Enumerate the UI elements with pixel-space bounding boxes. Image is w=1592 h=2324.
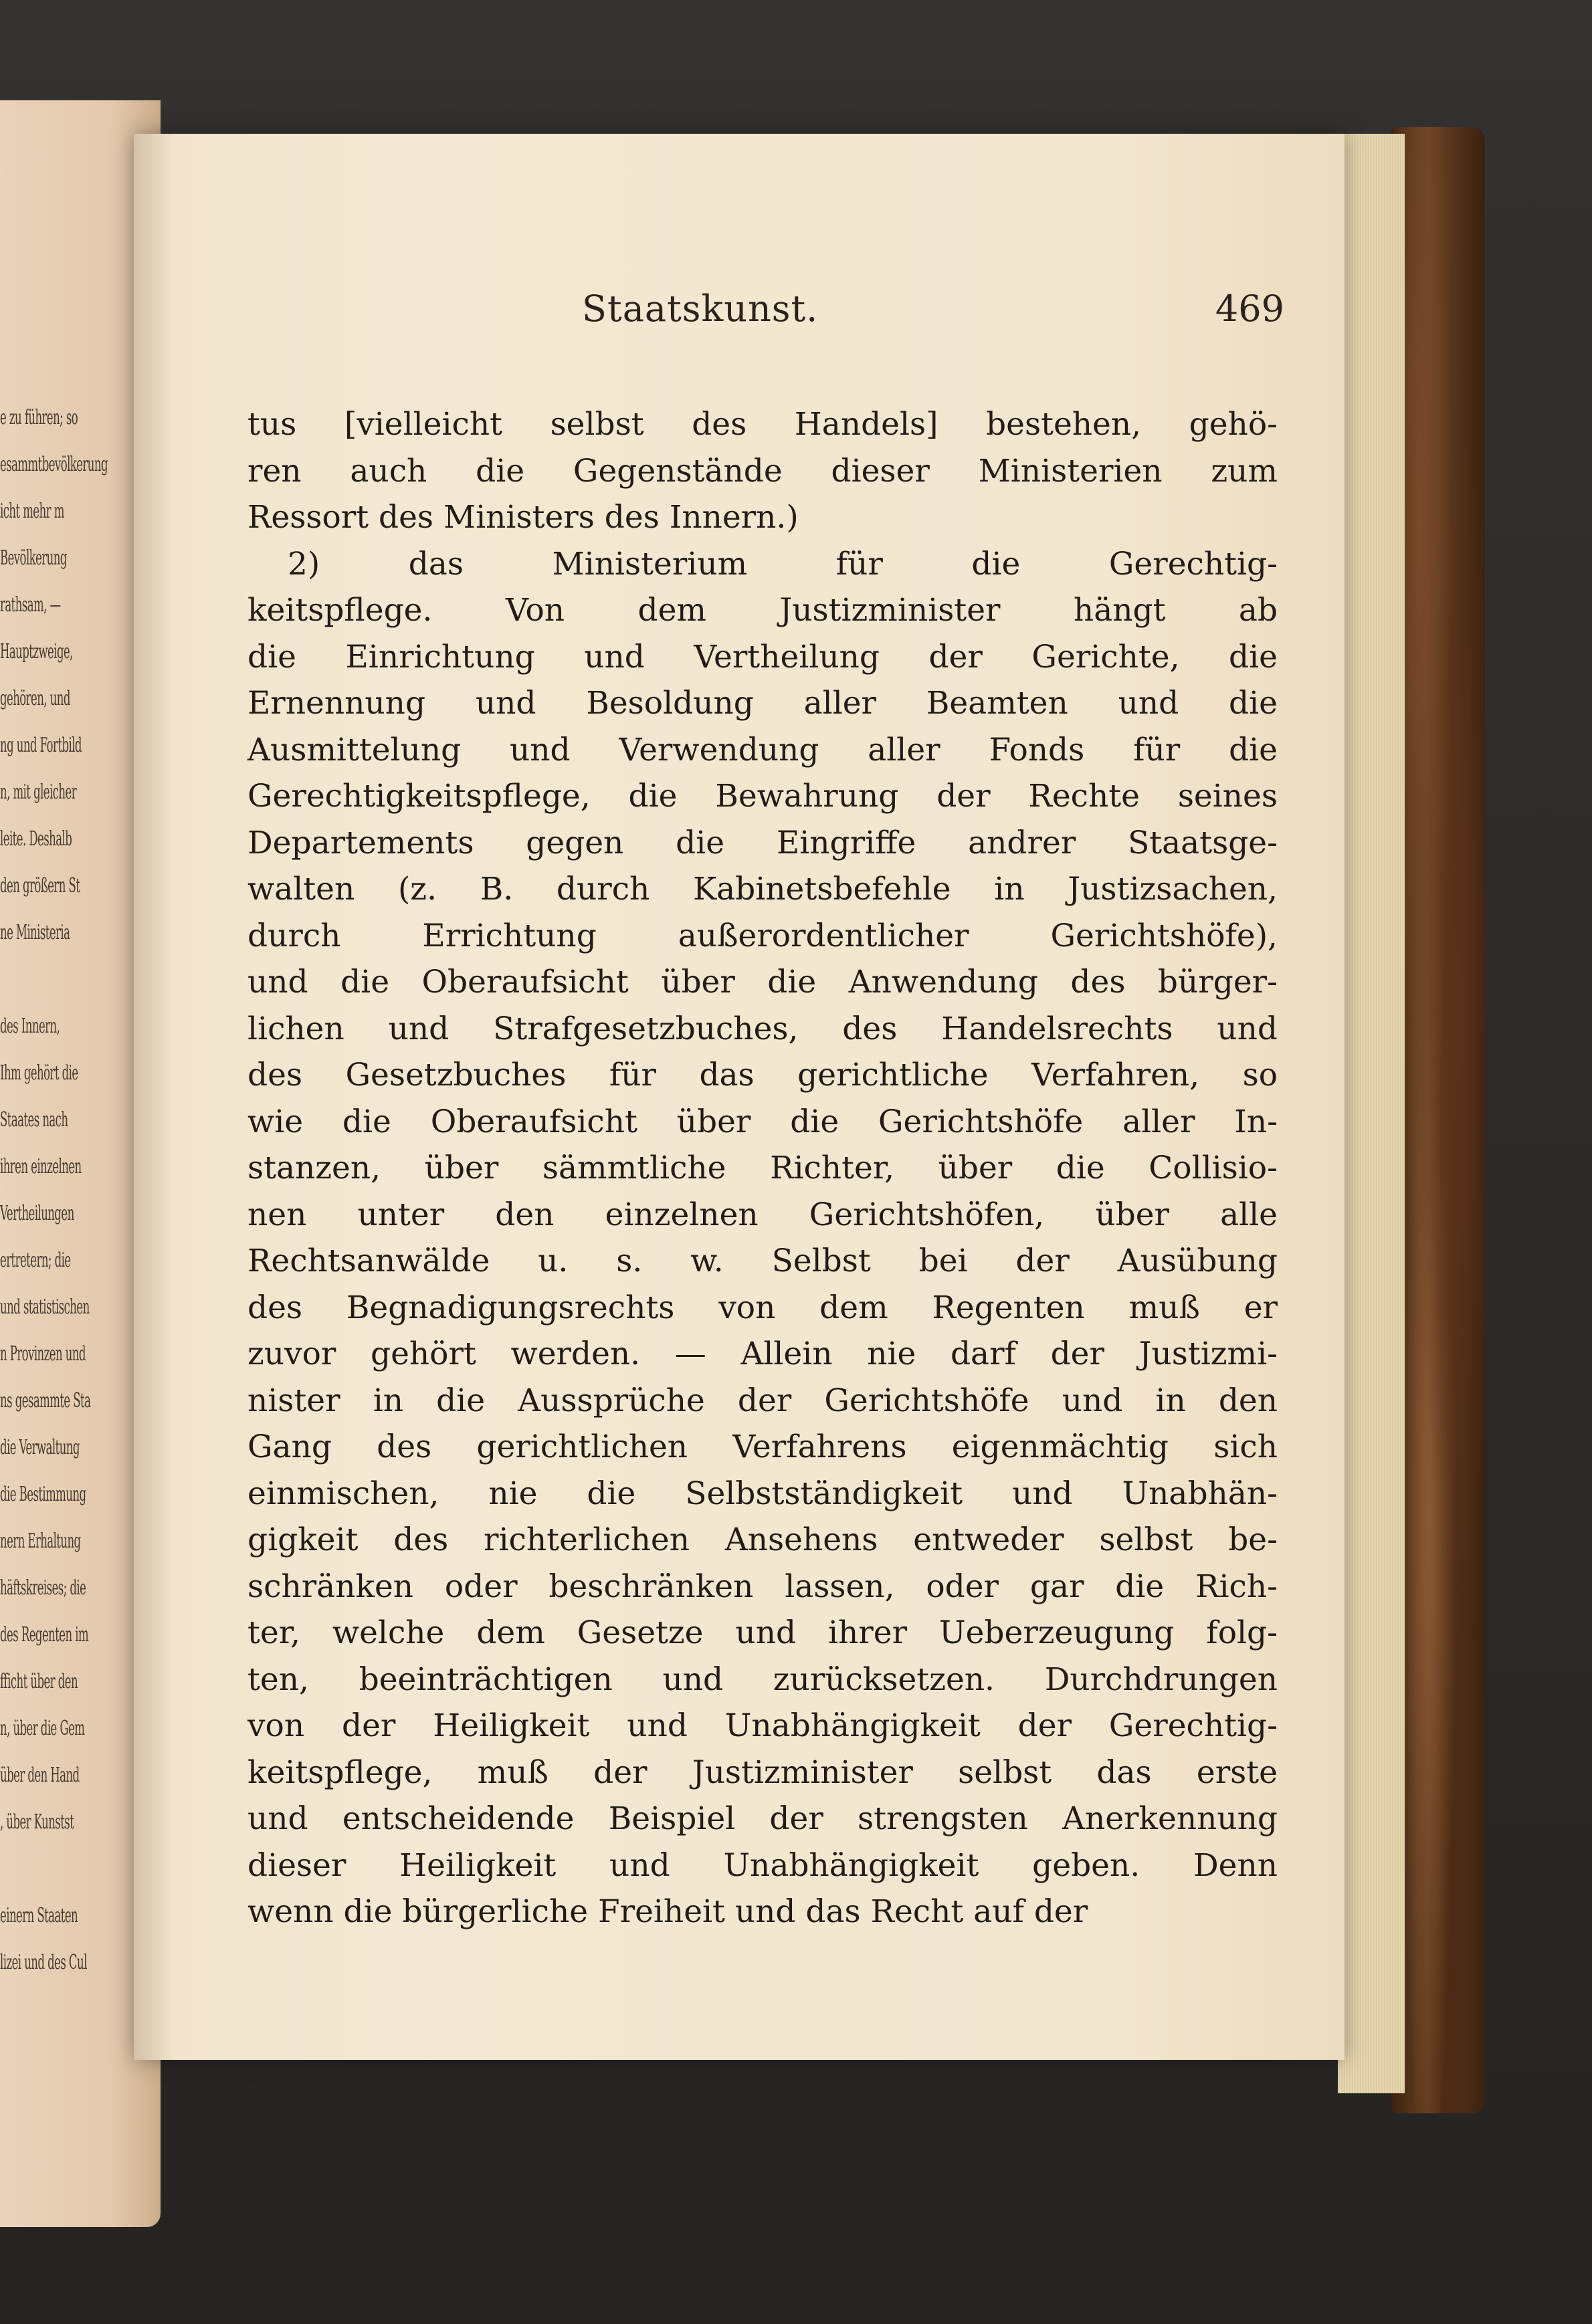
left-text-line: die Verwaltung xyxy=(0,1436,80,1459)
left-text-line: ne Ministeria xyxy=(0,921,70,944)
marbled-book-cover xyxy=(1391,127,1485,2113)
left-text-line: häftskreises; die xyxy=(0,1576,86,1600)
left-text-line: Bevölkerung xyxy=(0,546,67,570)
left-text-line: des Innern, xyxy=(0,1015,60,1038)
text-line: keitspflege. Von dem Justizminister hängt ab xyxy=(247,592,1278,629)
left-text-line: Hauptzweige, xyxy=(0,640,73,663)
left-text-line: den größern St xyxy=(0,874,80,897)
text-line: nen unter den einzelnen Gerichtshöfen, über alle xyxy=(247,1196,1278,1233)
left-text-line: , über Kunstst xyxy=(0,1810,74,1834)
right-page xyxy=(134,134,1345,2060)
text-line: schränken oder beschränken lassen, oder gar die Rich- xyxy=(247,1568,1278,1605)
text-line: tus [vielleicht selbst des Handels] bestehen, gehö- xyxy=(247,406,1278,443)
left-text-line: einern Staaten xyxy=(0,1904,78,1927)
running-head xyxy=(582,288,1284,341)
text-line: gigkeit des richterlichen Ansehens entweder selbst be- xyxy=(247,1521,1278,1558)
left-text-line: esammtbevölkerung xyxy=(0,453,108,476)
text-line: von der Heiligkeit und Unabhängigkeit der Gerechtig- xyxy=(247,1707,1278,1744)
left-text-line: e zu führen; so xyxy=(0,406,78,429)
text-line: des Gesetzbuches für das gerichtliche Verfahren, so xyxy=(247,1057,1278,1093)
left-text-line: ertretern; die xyxy=(0,1249,71,1272)
left-text-line: ihren einzelnen xyxy=(0,1155,82,1178)
left-text-line: icht mehr m xyxy=(0,500,64,523)
left-text-line xyxy=(0,956,81,1003)
text-line: wie die Oberaufsicht über die Gerichtshöfe aller In- xyxy=(247,1103,1278,1140)
text-line: 2) das Ministerium für die Gerechtig- xyxy=(288,545,1278,583)
left-text-line: lizei und des Cul xyxy=(0,1951,87,1974)
text-line: Ressort des Ministers des Innern.) xyxy=(247,499,799,536)
text-line: Departements gegen die Eingriffe andrer Staatsge- xyxy=(247,824,1278,861)
text-line: Ernennung und Besoldung aller Beamten und die xyxy=(247,685,1278,722)
left-text-line: des Regenten im xyxy=(0,1623,89,1647)
left-page-text xyxy=(0,395,147,1986)
body-text xyxy=(247,401,1278,1935)
text-line: Rechtsanwälde u. s. w. Selbst bei der Ausübung xyxy=(247,1243,1278,1279)
left-text-line: die Bestimmung xyxy=(0,1483,86,1506)
left-text-line: leite. Deshalb xyxy=(0,827,72,851)
left-text-line: n, mit gleicher xyxy=(0,780,77,804)
left-text-line: ng und Fortbild xyxy=(0,734,82,757)
left-text-line: n, über die Gem xyxy=(0,1717,85,1740)
text-line: einmischen, nie die Selbstständigkeit und Unabhän- xyxy=(247,1475,1278,1512)
text-line: durch Errichtung außerordentlicher Gerichtshöfe), xyxy=(247,917,1278,954)
text-line: die Einrichtung und Vertheilung der Gerichte, die xyxy=(247,638,1278,675)
left-text-line: Staates nach xyxy=(0,1108,68,1132)
page-edges xyxy=(1338,134,1405,2093)
text-line: Gang des gerichtlichen Verfahrens eigenmächtig sich xyxy=(247,1429,1278,1465)
text-line: Ausmittelung und Verwendung aller Fonds für die xyxy=(247,731,1278,768)
text-line: und entscheidende Beispiel der strengsten Anerkennung xyxy=(247,1800,1278,1837)
left-text-line xyxy=(0,1846,81,1893)
left-text-line: über den Hand xyxy=(0,1764,80,1787)
left-text-line: fficht über den xyxy=(0,1670,78,1693)
text-line: dieser Heiligkeit und Unabhängigkeit geben. Denn xyxy=(247,1846,1278,1884)
text-line: des Begnadigungsrechts von dem Regenten muß er xyxy=(247,1289,1278,1326)
left-text-line: Vertheilungen xyxy=(0,1202,74,1225)
text-line: ten, beeinträchtigen und zurücksetzen. Durchdrungen xyxy=(247,1661,1278,1698)
text-line: keitspflege, muß der Justizminister selbst das erste xyxy=(247,1754,1278,1791)
left-text-line: Ihm gehört die xyxy=(0,1061,78,1085)
text-line: lichen und Strafgesetzbuches, des Handelsrechts und xyxy=(247,1010,1278,1047)
text-line: stanzen, über sämmtliche Richter, über die Collisio- xyxy=(247,1150,1278,1186)
text-line: und die Oberaufsicht über die Anwendung des bürger- xyxy=(247,964,1278,1000)
text-line: walten (z. B. durch Kabinetsbefehle in Justizsachen, xyxy=(247,871,1278,908)
left-text-line: gehören, und xyxy=(0,687,70,710)
left-text-line: ns gesammte Sta xyxy=(0,1389,91,1412)
text-line: wenn die bürgerliche Freiheit und das Recht auf der xyxy=(247,1893,1088,1930)
text-line: Gerechtigkeitspflege, die Bewahrung der Rechte seines xyxy=(247,778,1278,815)
left-text-line: rathsam, — xyxy=(0,593,61,617)
left-text-line: und statistischen xyxy=(0,1295,90,1319)
text-line: ren auch die Gegenstände dieser Ministerien zum xyxy=(247,452,1278,490)
running-title: Staatskunst. xyxy=(582,288,819,330)
text-line: zuvor gehört werden. — Allein nie darf der Justizmi- xyxy=(247,1336,1278,1372)
text-line: ter, welche dem Gesetze und ihrer Ueberzeugung folg- xyxy=(247,1614,1278,1651)
left-text-line: nern Erhaltung xyxy=(0,1529,81,1553)
left-text-line: n Provinzen und xyxy=(0,1342,86,1366)
page-number: 469 xyxy=(1215,288,1284,330)
text-line: nister in die Aussprüche der Gerichtshöfe und in den xyxy=(247,1382,1278,1419)
